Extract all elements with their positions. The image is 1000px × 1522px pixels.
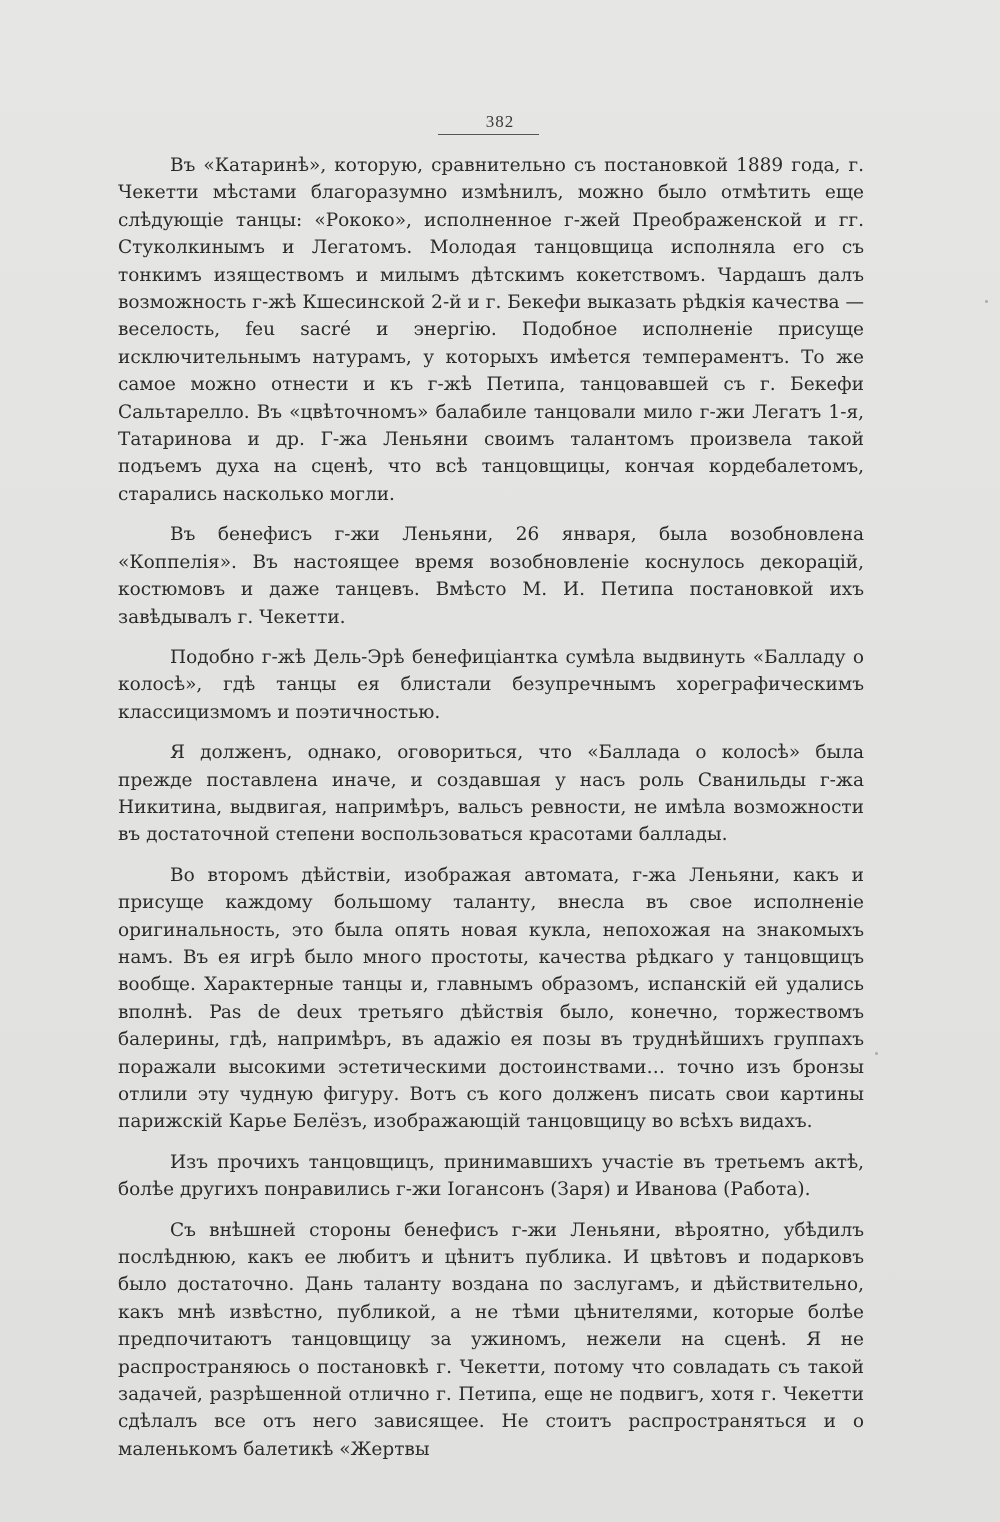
scan-speck	[875, 1052, 878, 1055]
paragraph-3: Подобно г-жѣ Дель-Эрѣ бенефиціантка сумѣла выдвинуть «Балладу о колосѣ», гдѣ танцы ея блистали безупречнымъ хореграфическимъ классицизмомъ и поэтичностью.	[118, 646, 864, 723]
paragraph-4: Я долженъ, однако, оговориться, что «Баллада о колосѣ» была прежде поставлена иначе, и создавшая у насъ роль Сванильды г-жа Никитина, выдвигая, напримѣръ, вальсъ ревности, не имѣла возможности въ достаточной степени воспользоваться красотами баллады.	[118, 742, 864, 846]
paragraph-1: Въ «Катаринѣ», которую, сравнительно съ постановкой 1889 года, г. Чекетти мѣстами благоразумно измѣнилъ, можно было отмѣтить еще слѣдующіе танцы: «Рококо», исполненное г-жей Преображенской и гг. Стуколкинымъ и Легатомъ. Молодая танцовщица исполняла его съ тонкимъ изяществомъ и милымъ дѣтскимъ кокетствомъ. Чардашъ далъ возможность г-жѣ Кшесинской 2-й и г. Бекефи выказать рѣдкія качества — веселость, feu sacré и энергію. Подобное исполненіе присуще исключительнымъ натурамъ, у которыхъ имѣется темпераментъ. То же самое можно отнести и къ г-жѣ Петипа, танцовавшей съ г. Бекефи Сальтарелло. Въ «цвѣточномъ» балабиле танцовали мило г-жи Легатъ 1-я, Татаринова и др. Г-жа Леньяни своимъ талантомъ произвела такой подъемъ духа на сценѣ, что всѣ танцовщицы, кончая кордебалетомъ, старались насколько могли.	[118, 155, 864, 505]
paragraph-5: Во второмъ дѣйствіи, изображая автомата, г-жа Леньяни, какъ и присуще каждому большому таланту, внесла въ свое исполненіе оригинальность, это была опять новая кукла, непохожая на знакомыхъ намъ. Въ ея игрѣ было много простоты, качества рѣдкаго у танцовщицъ вообще. Характерные танцы и, главнымъ образомъ, испанскій ей удались вполнѣ. Pas de deux третьяго дѣйствія было, конечно, торжествомъ балерины, гдѣ, напримѣръ, въ адажіо ея позы въ труднѣйшихъ группахъ поражали высокими эстетическими достоинствами… точно изъ бронзы отлили эту чудную фигуру. Вотъ съ кого долженъ писать свои картины парижскій Карье Белёзъ, изображающій танцовщицу во всѣхъ видахъ.	[118, 864, 864, 1133]
body-text	[118, 152, 864, 1476]
paragraph-6: Изъ прочихъ танцовщицъ, принимавшихъ участіе въ третьемъ актѣ, болѣе другихъ понравились г-жи Іогансонъ (Заря) и Иванова (Работа).	[118, 1151, 864, 1201]
scan-speck	[985, 300, 988, 303]
paragraph-2: Въ бенефисъ г-жи Леньяни, 26 января, была возобновлена «Коппелія». Въ настоящее время возобновленіе коснулось декорацій, костюмовъ и даже танцевъ. Вмѣсто М. И. Петипа постановкой ихъ завѣдывалъ г. Чекетти.	[118, 524, 864, 628]
paragraph-7: Съ внѣшней стороны бенефисъ г-жи Леньяни, вѣроятно, убѣдилъ послѣднюю, какъ ее любитъ и цѣнитъ публика. И цвѣтовъ и подарковъ было достаточно. Дань таланту воздана по заслугамъ, и дѣйствительно, какъ мнѣ извѣстно, публикой, а не тѣми цѣнителями, которые болѣе предпочитаютъ танцовщицу за ужиномъ, нежели на сценѣ. Я не распространяюсь о постановкѣ г. Чекетти, потому что совладать съ такой задачей, разрѣшенной отлично г. Петипа, еще не подвигъ, хотя г. Чекетти сдѣлалъ все отъ него зависящее. Не стоитъ распространяться и о маленькомъ балетикѣ «Жертвы	[118, 1219, 864, 1460]
page-number-rule	[438, 134, 539, 135]
page-number: 382	[485, 112, 515, 131]
